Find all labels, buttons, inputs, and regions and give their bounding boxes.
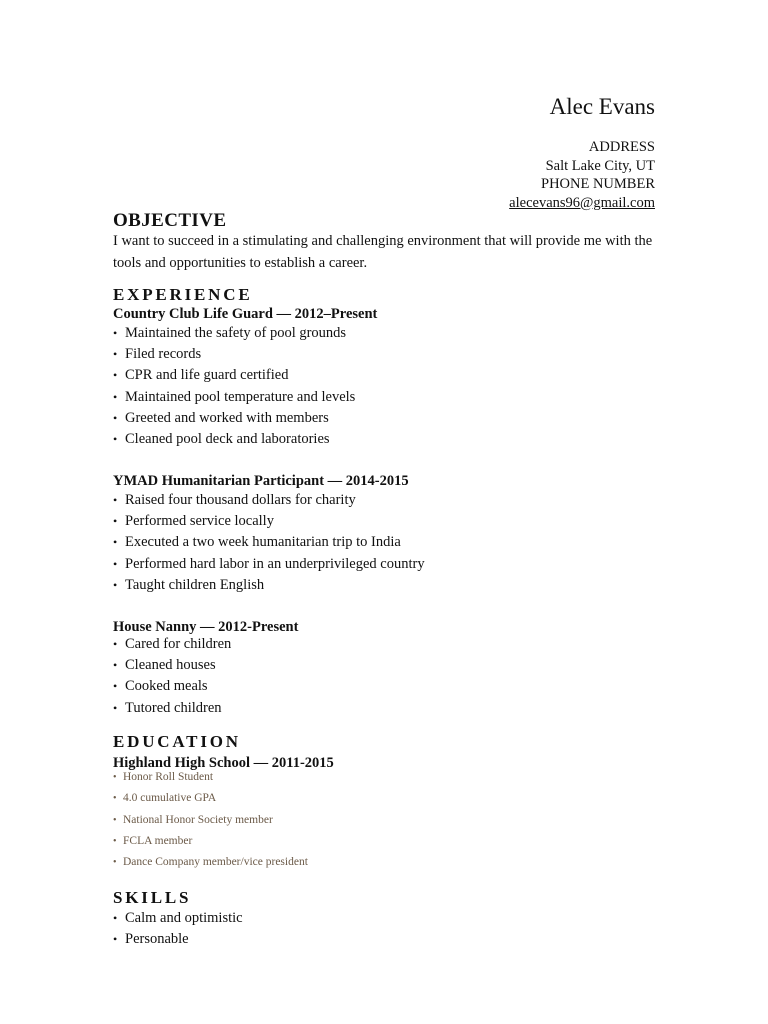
job-title: YMAD Humanitarian Participant — 2014-2015 <box>113 473 409 489</box>
list-item: • Dance Company member/vice president <box>113 852 673 873</box>
list-item: • Maintained the safety of pool grounds <box>113 323 673 344</box>
bullet-icon: • <box>113 432 118 447</box>
bullet-icon: • <box>113 637 118 651</box>
list-item: • Raised four thousand dollars for charity <box>113 490 673 511</box>
bullet-icon: • <box>113 577 118 592</box>
bullet-icon: • <box>113 514 118 529</box>
bullet-icon: • <box>113 679 118 694</box>
list-item: • 4.0 cumulative GPA <box>113 788 673 809</box>
bullet-icon: • <box>113 932 118 947</box>
list-item: • Greeted and worked with members <box>113 408 673 429</box>
list-item: • Executed a two week humanitarian trip to India <box>113 532 673 553</box>
list-item: • Calm and optimistic <box>113 908 673 929</box>
city-line: Salt Lake City, UT <box>545 157 655 174</box>
objective-text: I want to succeed in a stimulating and challenging environment that will provide me with the tools and opportunities to establish a career. <box>113 233 653 271</box>
education-heading: EDUCATION <box>113 732 241 751</box>
job-duties-list <box>113 323 673 450</box>
list-item: • Performed hard labor in an underprivileged country <box>113 554 673 575</box>
bullet-icon: • <box>113 368 118 383</box>
bullet-icon: • <box>113 535 118 550</box>
list-item: • Cleaned pool deck and laboratories <box>113 429 673 450</box>
list-item: • Cooked meals <box>113 676 673 697</box>
objective-heading: OBJECTIVE <box>113 210 227 231</box>
bullet-icon: • <box>113 835 117 847</box>
list-item: • Taught children English <box>113 575 673 596</box>
bullet-icon: • <box>113 772 117 783</box>
bullet-icon: • <box>113 911 118 925</box>
job-duties-list <box>113 490 673 596</box>
education-list <box>113 767 673 873</box>
bullet-icon: • <box>113 347 118 362</box>
school-title: Highland High School — 2011-2015 <box>113 755 334 771</box>
job-title: House Nanny — 2012-Present <box>113 619 299 635</box>
list-item: • Maintained pool temperature and levels <box>113 387 673 408</box>
list-item: • Personable <box>113 929 673 950</box>
list-item: • Cared for children <box>113 634 673 655</box>
bullet-icon: • <box>113 389 118 404</box>
list-item: • National Honor Society member <box>113 810 673 831</box>
bullet-icon: • <box>113 700 118 715</box>
bullet-icon: • <box>113 556 118 571</box>
list-item: • Tutored children <box>113 698 673 719</box>
bullet-icon: • <box>113 410 118 425</box>
address-line: ADDRESS <box>588 139 655 155</box>
bullet-icon: • <box>113 493 118 507</box>
experience-heading: EXPERIENCE <box>113 285 253 304</box>
bullet-icon: • <box>113 793 117 805</box>
bullet-icon: • <box>113 326 118 340</box>
bullet-icon: • <box>113 814 117 826</box>
skills-heading: SKILLS <box>113 888 192 907</box>
list-item: • Honor Roll Student <box>113 767 673 788</box>
email-link[interactable]: alecevans96@gmail.com <box>509 194 655 211</box>
job-title: Country Club Life Guard — 2012–Present <box>113 306 378 322</box>
phone-line: PHONE NUMBER <box>541 176 655 192</box>
resume-header <box>509 92 655 212</box>
skills-list <box>113 908 673 950</box>
list-item: • Filed records <box>113 344 673 365</box>
list-item: • Performed service locally <box>113 511 673 532</box>
job-duties-list <box>113 634 673 719</box>
list-item: • CPR and life guard certified <box>113 365 673 386</box>
bullet-icon: • <box>113 658 118 673</box>
list-item: • FCLA member <box>113 831 673 852</box>
bullet-icon: • <box>113 857 117 869</box>
applicant-name: Alec Evans <box>549 94 655 119</box>
list-item: • Cleaned houses <box>113 655 673 676</box>
